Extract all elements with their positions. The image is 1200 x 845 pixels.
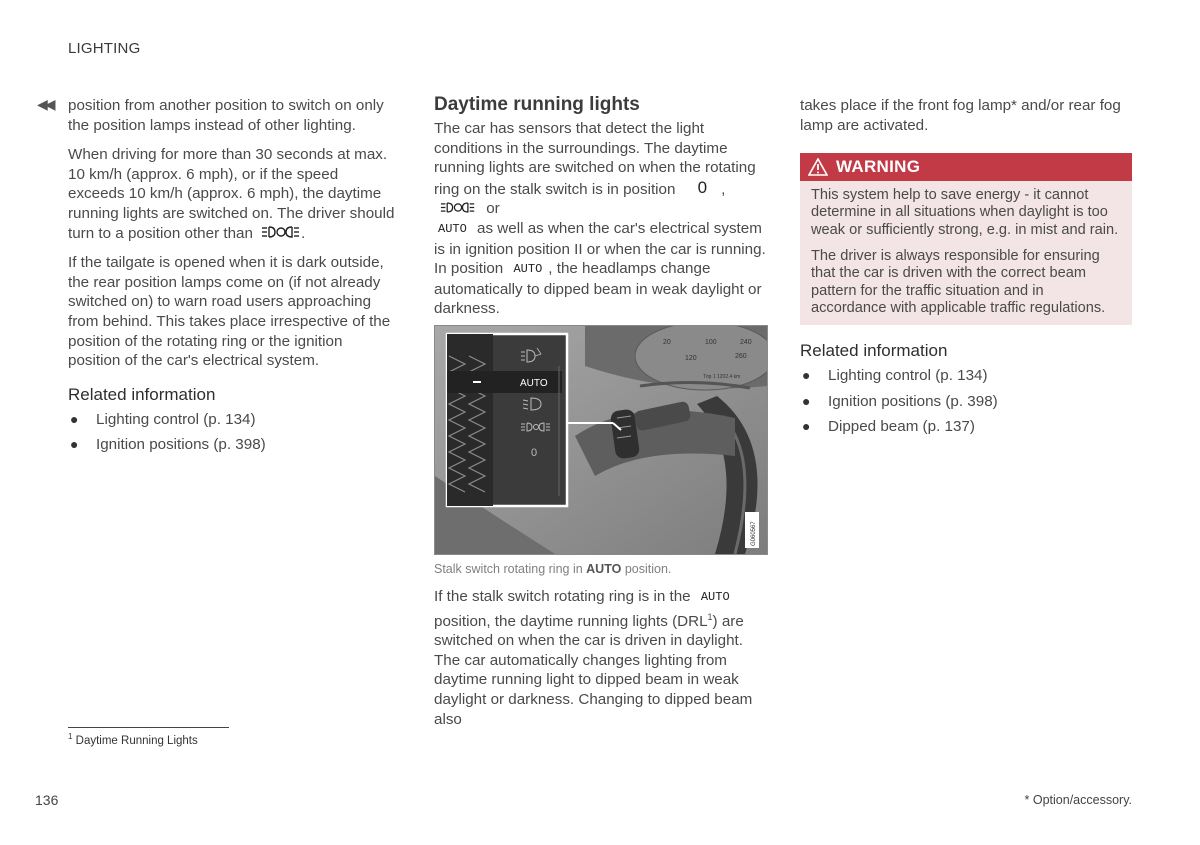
stalk-switch-illustration [435, 326, 767, 554]
related-link-lighting-control[interactable]: ● Lighting control (p. 134) [800, 363, 1132, 389]
position-zero-symbol: 0 [697, 177, 708, 197]
warning-triangle-icon [808, 158, 828, 176]
section-title: Daytime running lights [434, 94, 640, 115]
paragraph: takes place if the front fog lamp* and/or rear fog lamp are activated. [800, 97, 1121, 134]
column-1 [68, 96, 396, 458]
related-link-lighting-control[interactable]: ● Lighting control (p. 134) [68, 407, 396, 433]
figure-caption: Stalk switch rotating ring in AUTO position. [434, 561, 672, 576]
warning-paragraph: This system help to save energy - it cannot determine in all situations when daylight is too weak or sufficiently strong, e.g. in mist and rain. [811, 187, 1119, 238]
daytime-running-light-icon [261, 225, 301, 239]
related-info-title: Related information [68, 384, 216, 404]
paragraph: If the tailgate is opened when it is dark outside, the rear position lamps come on (if not already switched on) to warn road users approaching from behind. This takes place irrespective of the position of the rotating ring or the ignition position of the car's electrical system. [68, 254, 391, 370]
gauge-tick: 20 [663, 338, 671, 346]
paragraph: When driving for more than 30 seconds at max. 10 km/h (approx. 6 mph), or if the speed exceeds 10 km/h (approx. 6 mph), the daytime running lights are switched on. The driver should turn to a position other than . [68, 146, 395, 242]
section-header: LIGHTING [68, 40, 141, 57]
page-number: 136 [35, 792, 59, 808]
warning-paragraph: The driver is always responsible for ensuring that the car is driven with the correct beam pattern for the traffic situation and in accordance with applicable traffic regulations. [811, 248, 1106, 316]
paragraph: The car has sensors that detect the light conditions in the surroundings. The daytime running lights are switched on when the rotating ring on the stalk switch is in position 0 , or AUTO as well as when the car's electrical system is in ignition position II or when the car is running. In position AUTO , the headlamps change automatically to dipped beam in weak daylight or darkness. [434, 120, 766, 318]
auto-position-label: AUTO [520, 377, 548, 389]
warning-title: WARNING [836, 157, 921, 177]
bullet-icon: ● [70, 410, 79, 427]
bullet-icon: ● [802, 392, 811, 409]
figure-code: G060567 [751, 521, 757, 546]
gauge-tick: 260 [735, 352, 747, 360]
column-3 [800, 96, 1132, 440]
footnote-ref[interactable]: 1 [707, 611, 713, 622]
paragraph: If the stalk switch rotating ring is in the AUTO position, the daytime running lights (DRL$^1$) are switched on when the car is driven in daylight. The car automatically changes lighting from daytime running light to dipped beam in weak daylight or darkness. Changing to dipped beam also [434, 587, 753, 728]
warning-body [800, 181, 1132, 325]
related-link-dipped-beam[interactable]: ● Dipped beam (p. 137) [800, 414, 1132, 440]
warning-header [800, 153, 1132, 181]
auto-symbol: AUTO [513, 262, 543, 277]
related-link-ignition-positions[interactable]: ● Ignition positions (p. 398) [800, 389, 1132, 415]
footnote: $^1$ Daytime Running Lights [68, 732, 198, 747]
related-link-ignition-positions[interactable]: ● Ignition positions (p. 398) [68, 432, 396, 458]
warning-box [800, 153, 1132, 325]
gauge-tick: 240 [740, 338, 752, 346]
paragraph: position from another position to switch on only the position lamps instead of other lighting. [68, 97, 384, 134]
zero-position-label: 0 [531, 446, 538, 459]
daytime-running-light-icon [440, 201, 476, 214]
option-accessory-note: * Option/accessory. [1024, 793, 1132, 807]
auto-symbol: AUTO [700, 589, 730, 604]
stalk-switch-photo [434, 325, 768, 555]
bullet-icon: ● [802, 418, 811, 435]
related-list [800, 363, 1132, 440]
auto-symbol: AUTO [438, 221, 467, 236]
related-list [68, 407, 396, 458]
trip-readout: Trip 1 1202.4 km [703, 373, 741, 380]
double-chevron-left-icon: ◀◀ [37, 96, 53, 112]
bullet-icon: ● [802, 367, 811, 384]
bullet-icon: ● [70, 436, 79, 453]
footnote-divider [68, 727, 229, 728]
column-2 [434, 94, 770, 739]
gauge-tick: 100 [705, 338, 717, 346]
related-info-title: Related information [800, 341, 948, 361]
gauge-tick: 120 [685, 354, 697, 362]
